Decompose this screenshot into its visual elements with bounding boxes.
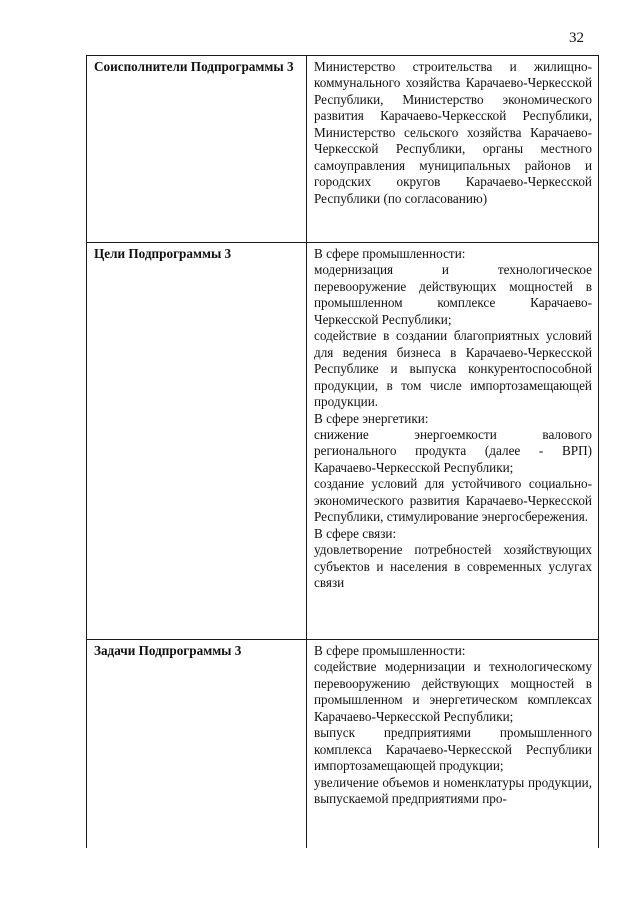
page-number: 32 [569, 30, 584, 46]
goals-paragraph: В сфере промышленности: [314, 246, 466, 261]
tasks-paragraph: В сфере промышленности: [314, 643, 466, 658]
co-executors-text: Министерство строительства и жилищно-коммунального хозяйства Карачаево-Черкесской Республики, Министерство экономического развития Карачаево-Черкесской Республики, Министерство сельского хозяйства Карачаево-Черкесской Республики, органы местного самоуправления муниципальных районов и городских округов Карачаево-Черкесской Республики (по согласованию) [314, 59, 592, 206]
tasks-paragraph: содействие модернизации и технологическому перевооружению действующих мощностей в промышленном и энергетическом комплексах Карачаево-Черкесской Республики; [314, 659, 592, 724]
table-row-goals [87, 243, 599, 640]
table-row-tasks [87, 640, 599, 849]
row-content-co-executors [307, 56, 599, 243]
goals-paragraph: создание условий для устойчивого социально-экономического развития Карачаево-Черкесской Республики, стимулирование энергосбережения. [314, 476, 592, 525]
goals-paragraph: удовлетворение потребностей хозяйствующих субъектов и населения в современных услугах связи [314, 542, 592, 591]
row-content-goals [307, 243, 599, 640]
program-passport-table [86, 55, 599, 848]
row-label-goals: Цели Подпрограммы 3 [87, 243, 307, 640]
goals-paragraph: содействие в создании благоприятных условий для ведения бизнеса в Карачаево-Черкесской Республике и выпуска конкурентоспособной продукции, в том числе импортозамещающей продукции. [314, 328, 592, 410]
table-row-co-executors [87, 56, 599, 243]
tasks-paragraph: выпуск предприятиями промышленного комплекса Карачаево-Черкесской Республики импортозамещающей продукции; [314, 725, 592, 774]
row-label-co-executors: Соисполнители Подпрограммы 3 [87, 56, 307, 243]
goals-paragraph: В сфере энергетики: [314, 410, 429, 426]
tasks-paragraph: увеличение объемов и номенклатуры продукции, выпускаемой предприятиями про- [314, 774, 592, 807]
row-label-tasks: Задачи Подпрограммы 3 [87, 640, 307, 849]
goals-paragraph: В сфере связи: [314, 525, 397, 541]
row-content-tasks [307, 640, 599, 849]
goals-paragraph: снижение энергоемкости валового регионального продукта (далее - ВРП) Карачаево-Черкесской Республики; [314, 426, 592, 475]
goals-paragraph: модернизация и технологическое перевооружение действующих мощностей в промышленном комплексе Карачаево-Черкесской Республики; [314, 262, 592, 327]
